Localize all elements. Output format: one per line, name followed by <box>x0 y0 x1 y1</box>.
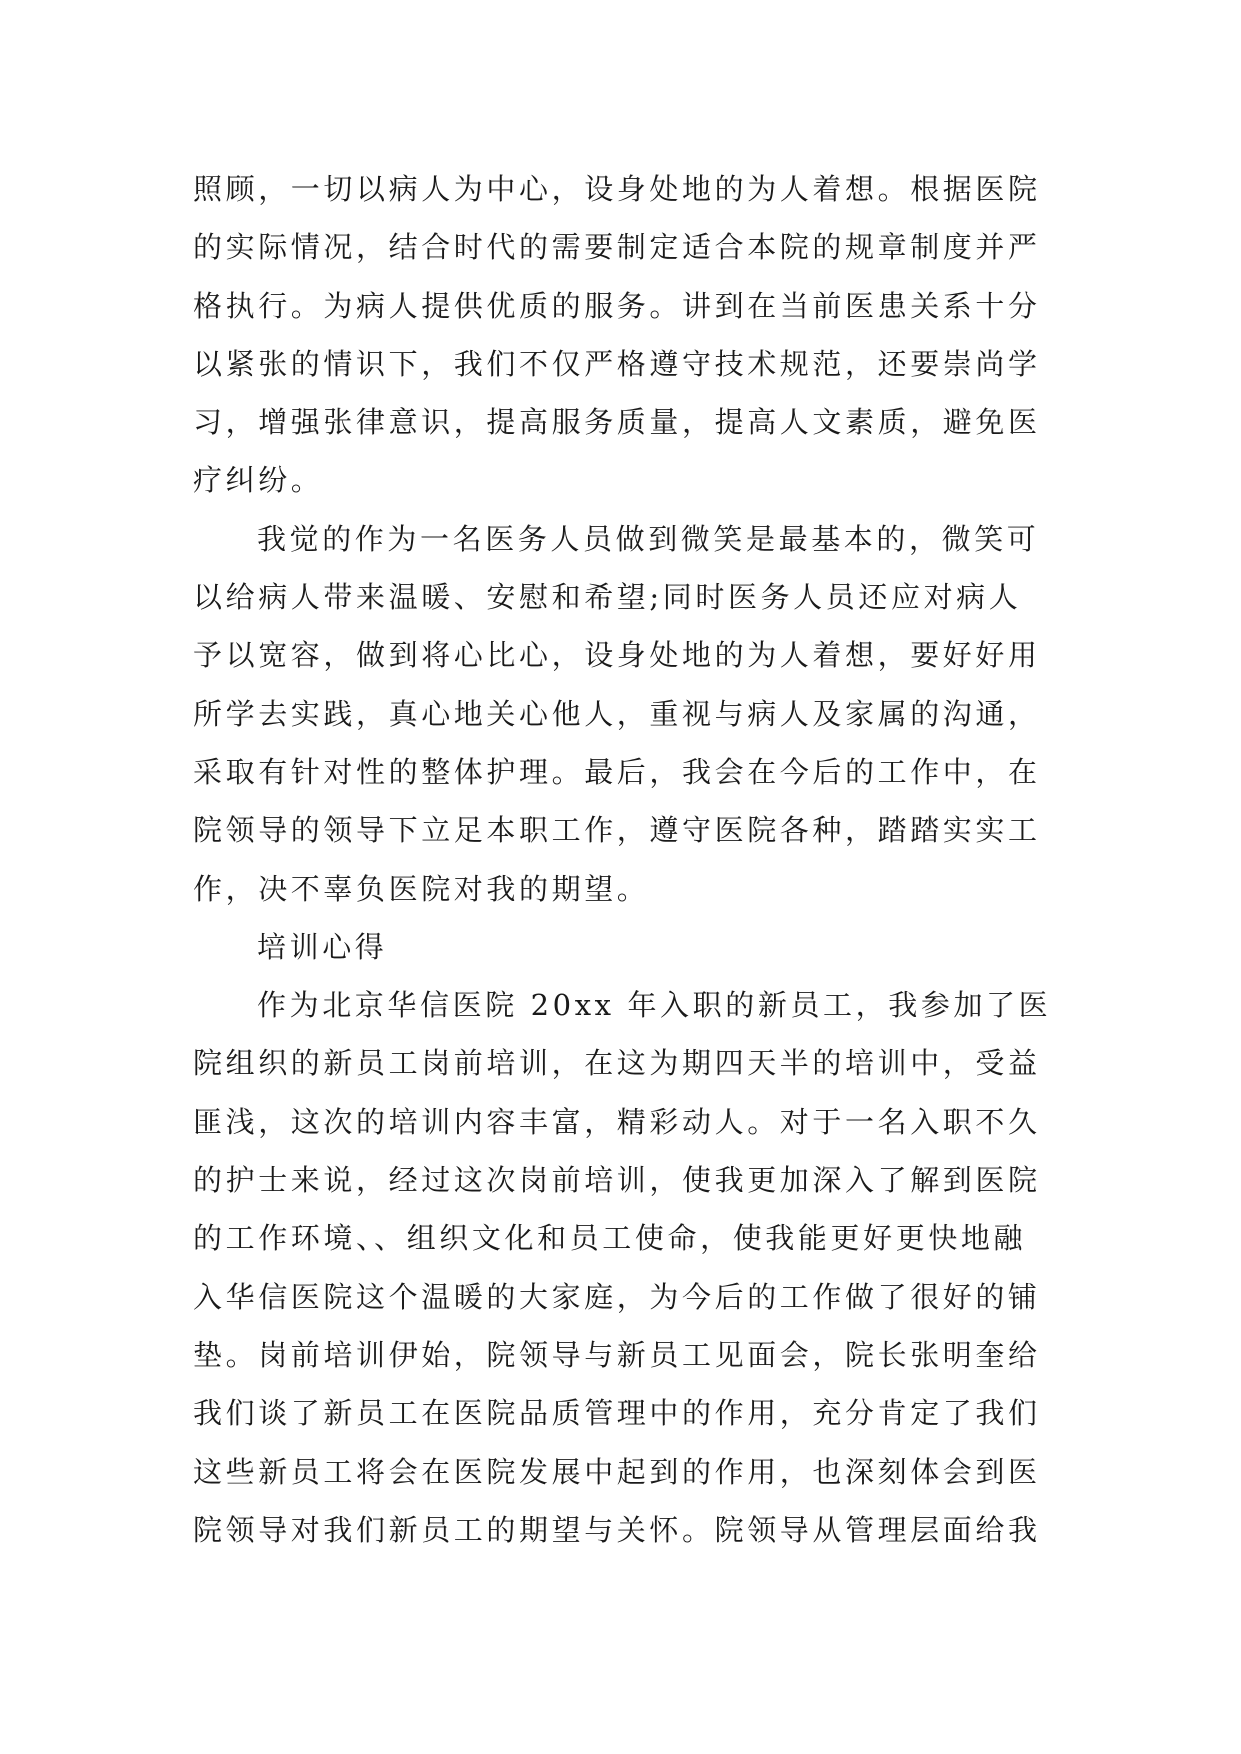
paragraph-start-line: 作为北京华信医院 20xx 年入职的新员工，我参加了医 <box>257 988 1052 1023</box>
text-line: 这些新员工将会在医院发展中起到的作用，也深刻体会到医 <box>193 1454 1041 1489</box>
text-line: 习，增强张律意识，提高服务质量，提高人文素质，避免医 <box>193 405 1041 440</box>
text-line: 采取有针对性的整体护理。最后，我会在今后的工作中，在 <box>193 754 1041 789</box>
text-line: 的实际情况，结合时代的需要制定适合本院的规章制度并严 <box>193 230 1041 265</box>
text-line: 院领导的领导下立足本职工作，遵守医院各种，踏踏实实工 <box>193 813 1041 848</box>
text-line: 以紧张的情识下，我们不仅严格遵守技术规范，还要崇尚学 <box>193 346 1041 381</box>
section-heading: 培训心得 <box>257 929 388 964</box>
text-line: 匪浅，这次的培训内容丰富，精彩动人。对于一名入职不久 <box>193 1104 1041 1139</box>
text-line: 作，决不辜负医院对我的期望。 <box>193 871 650 906</box>
text-line: 照顾，一切以病人为中心，设身处地的为人着想。根据医院 <box>193 172 1041 206</box>
text-line: 的护士来说，经过这次岗前培训，使我更加深入了解到医院 <box>193 1163 1041 1198</box>
text-line: 的工作环境、、组织文化和员工使命，使我能更好更快地融 <box>193 1221 1027 1256</box>
text-line: 院组织的新员工岗前培训，在这为期四天半的培训中，受益 <box>193 1046 1041 1081</box>
text-line: 格执行。为病人提供优质的服务。讲到在当前医患关系十分 <box>193 288 1041 323</box>
text-line: 以给病人带来温暖、安慰和希望;同时医务人员还应对病人 <box>193 580 1022 615</box>
text-line: 予以宽容，做到将心比心，设身处地的为人着想，要好好用 <box>193 638 1041 673</box>
text-line: 所学去实践，真心地关心他人，重视与病人及家属的沟通， <box>193 696 1041 731</box>
text-line: 垫。岗前培训伊始，院领导与新员工见面会，院长张明奎给 <box>193 1337 1041 1372</box>
text-line: 我们谈了新员工在医院品质管理中的作用，充分肯定了我们 <box>193 1396 1041 1431</box>
body-text <box>193 160 1073 1559</box>
paragraph-start-line: 我觉的作为一名医务人员做到微笑是最基本的，微笑可 <box>257 521 1040 556</box>
text-line: 入华信医院这个温暖的大家庭，为今后的工作做了很好的铺 <box>193 1279 1041 1314</box>
text-line: 疗纠纷。 <box>193 463 324 498</box>
text-line: 院领导对我们新员工的期望与关怀。院领导从管理层面给我 <box>193 1512 1041 1547</box>
